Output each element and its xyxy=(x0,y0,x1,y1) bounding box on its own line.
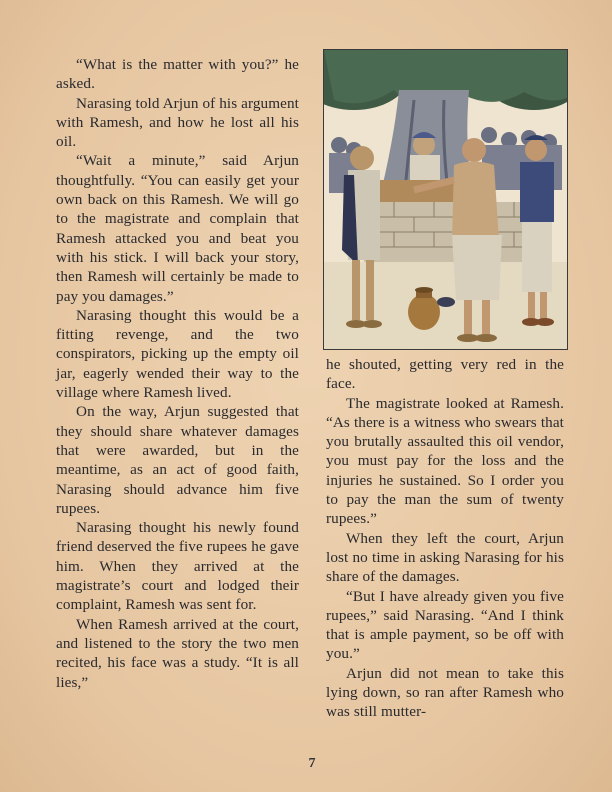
paragraph: Narasing thought this would be a fitting revenge, and the two conspirators, picking up the empty oil jar, eagerly wended their way to the village where Ramesh lived. xyxy=(56,306,299,402)
paragraph: When they left the court, Arjun lost no time in asking Narasing for his share of the damages. xyxy=(326,529,564,586)
court-scene-illustration xyxy=(323,49,568,350)
paragraph: “What is the matter with you?” he asked. xyxy=(56,56,299,93)
paragraph: The magistrate looked at Ramesh. “As there is a witness who swears that you brutally assaulted this oil vendor, you must pay for the loss and the injuries he sustained. So I order you to pay the man the sum of twenty rupees.” xyxy=(326,394,564,528)
paragraph: Arjun did not mean to take this lying down, so ran after Ramesh who was still mutter- xyxy=(326,664,564,721)
paragraph: “Wait a minute,” said Arjun thoughtfully. “You can easily get your own back on this Ramesh. We will go to the magistrate and complain that Ramesh attacked you and beat you with his stick. I will back your story, then Ramesh will certainly be made to pay you damages.” xyxy=(56,152,299,305)
page-number: 7 xyxy=(308,756,316,771)
paragraph: he shouted, getting very red in the face. xyxy=(326,356,564,393)
paragraph: On the way, Arjun suggested that they should share whatever damages that were awarded, but in the meantime, as an act of good faith, Narasing should advance him five rupees. xyxy=(56,403,299,517)
paragraph: Narasing thought his newly found friend deserved the five rupees he gave him. When they arrived at the magistrate’s court and lodged their complaint, Ramesh was sent for. xyxy=(56,519,299,614)
right-text-column xyxy=(326,355,564,722)
paragraph: Narasing told Arjun of his argument with Ramesh, and how he lost all his oil. xyxy=(56,94,299,151)
paragraph: “But I have already given you five rupees,” said Narasing. “And I think that is ample payment, so be off with you.” xyxy=(326,587,564,663)
paragraph: When Ramesh arrived at the court, and listened to the story the two men recited, his face was a study. “It is all lies,” xyxy=(56,615,299,691)
left-text-column xyxy=(56,55,299,692)
